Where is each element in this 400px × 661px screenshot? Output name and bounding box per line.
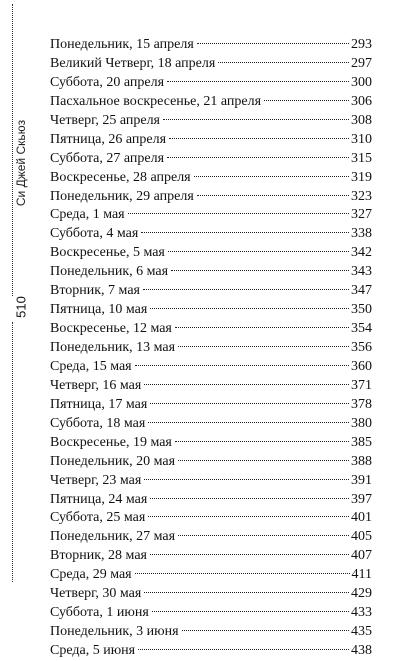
toc-entry-title: Четверг, 16 мая (50, 377, 142, 393)
dot-leader (264, 100, 349, 101)
toc-entry (50, 263, 372, 282)
dot-leader (197, 195, 349, 196)
toc-entry (50, 188, 372, 207)
toc-entry-page: 356 (351, 340, 372, 355)
dot-leader (128, 213, 349, 214)
toc-entry-page: 401 (351, 510, 372, 526)
dot-leader (150, 498, 349, 499)
toc-entry (50, 55, 372, 74)
toc-entry (50, 528, 372, 547)
toc-entry (50, 434, 372, 453)
toc-entry (50, 472, 372, 491)
toc-entry-title: Пятница, 10 мая (50, 302, 148, 318)
toc-entry (50, 206, 372, 225)
dot-leader (135, 573, 350, 574)
toc-entry-title: Понедельник, 20 мая (50, 453, 176, 469)
toc-entry-title: Вторник, 28 мая (50, 548, 147, 564)
toc-entry (50, 74, 372, 93)
toc-entry-page: 300 (351, 74, 372, 90)
toc-entry (50, 509, 372, 528)
toc-entry (50, 642, 372, 661)
toc-entry (50, 415, 372, 434)
dot-leader (171, 270, 349, 271)
toc-entry-title: Воскресенье, 19 мая (50, 434, 172, 450)
toc-entry (50, 358, 372, 377)
toc-entry (50, 225, 372, 244)
toc-entry (50, 169, 372, 188)
toc-entry-title: Четверг, 23 мая (50, 472, 142, 488)
toc-entry-title: Суббота, 4 мая (50, 226, 139, 242)
toc-entry-title: Пасхальное воскресенье, 21 апреля (50, 93, 262, 109)
dot-leader (144, 479, 349, 480)
toc-entry-title: Понедельник, 15 апреля (50, 37, 194, 52)
toc-entry (50, 491, 372, 510)
toc-entry-page: 391 (351, 472, 372, 488)
toc-entry-page: 438 (351, 643, 372, 658)
toc-entry-page: 315 (351, 150, 372, 166)
toc-entry-page: 306 (351, 93, 372, 109)
toc-entry-title: Воскресенье, 12 мая (50, 321, 172, 337)
toc-entry-page: 407 (351, 548, 372, 564)
toc-entry-title: Пятница, 24 мая (50, 491, 148, 507)
page-number: 510 (13, 296, 29, 318)
toc-entry (50, 112, 372, 131)
toc-entry-title: Понедельник, 29 апреля (50, 188, 194, 204)
toc-entry (50, 131, 372, 150)
dot-leader (167, 81, 349, 82)
margin-rule-bottom (12, 322, 13, 582)
toc-entry (50, 623, 372, 642)
toc-entry-page: 433 (351, 605, 372, 621)
toc-entry-page: 319 (351, 169, 372, 185)
table-of-contents (50, 36, 372, 661)
toc-entry (50, 301, 372, 320)
toc-entry-title: Суббота, 18 мая (50, 415, 146, 431)
dot-leader (218, 62, 349, 63)
dot-leader (169, 138, 349, 139)
dot-leader (152, 611, 349, 612)
toc-entry-title: Суббота, 20 апреля (50, 74, 165, 90)
toc-entry (50, 377, 372, 396)
toc-entry-title: Среда, 5 июня (50, 643, 136, 658)
toc-entry-page: 380 (351, 415, 372, 431)
toc-entry-title: Суббота, 27 апреля (50, 150, 165, 166)
toc-entry-page: 343 (351, 264, 372, 280)
toc-entry-title: Вторник, 7 мая (50, 283, 140, 299)
toc-entry-page: 347 (351, 283, 372, 299)
toc-entry-title: Четверг, 30 мая (50, 586, 142, 602)
dot-leader (197, 43, 349, 44)
page-margin (0, 0, 34, 627)
toc-entry (50, 244, 372, 263)
toc-entry-page: 310 (351, 131, 372, 147)
toc-entry-page: 338 (351, 226, 372, 242)
toc-entry-page: 429 (351, 586, 372, 602)
toc-entry-page: 411 (351, 567, 372, 583)
toc-entry (50, 93, 372, 112)
toc-entry (50, 453, 372, 472)
toc-entry (50, 282, 372, 301)
dot-leader (150, 308, 349, 309)
dot-leader (138, 649, 349, 650)
toc-entry-page: 385 (351, 434, 372, 450)
dot-leader (178, 346, 349, 347)
toc-entry-title: Суббота, 1 июня (50, 605, 149, 621)
dot-leader (182, 630, 349, 631)
dot-leader (141, 232, 349, 233)
dot-leader (168, 251, 349, 252)
dot-leader (175, 441, 349, 442)
toc-entry-title: Пятница, 26 апреля (50, 131, 167, 147)
margin-rule-top (12, 4, 13, 296)
dot-leader (194, 176, 349, 177)
toc-entry (50, 547, 372, 566)
toc-entry-page: 297 (351, 55, 372, 71)
toc-entry-page: 360 (351, 358, 372, 374)
toc-entry (50, 396, 372, 415)
toc-entry-page: 397 (351, 491, 372, 507)
dot-leader (150, 403, 349, 404)
dot-leader (144, 384, 349, 385)
dot-leader (178, 535, 349, 536)
toc-entry-title: Суббота, 25 мая (50, 510, 146, 526)
toc-entry-title: Среда, 15 мая (50, 358, 132, 374)
toc-entry (50, 320, 372, 339)
toc-entry-title: Понедельник, 13 мая (50, 340, 176, 355)
toc-entry-title: Воскресенье, 28 апреля (50, 169, 191, 185)
toc-entry-page: 378 (351, 396, 372, 412)
toc-entry-page: 435 (351, 624, 372, 640)
dot-leader (148, 422, 349, 423)
toc-entry (50, 585, 372, 604)
toc-entry-page: 354 (351, 321, 372, 337)
toc-entry-page: 388 (351, 453, 372, 469)
toc-entry-page: 350 (351, 302, 372, 318)
toc-entry (50, 36, 372, 55)
dot-leader (148, 516, 349, 517)
toc-entry-page: 293 (351, 37, 372, 52)
dot-leader (163, 119, 349, 120)
running-head: Си Джей Скьюз (14, 119, 28, 207)
toc-entry-title: Среда, 29 мая (50, 567, 132, 583)
toc-entry-page: 323 (351, 188, 372, 204)
toc-entry (50, 339, 372, 358)
toc-entry-title: Понедельник, 27 мая (50, 529, 176, 545)
dot-leader (150, 554, 349, 555)
dot-leader (144, 592, 349, 593)
toc-entry (50, 604, 372, 623)
toc-entry-title: Пятница, 17 мая (50, 396, 148, 412)
dot-leader (135, 365, 349, 366)
toc-entry-title: Понедельник, 6 мая (50, 264, 169, 280)
dot-leader (178, 460, 349, 461)
toc-entry (50, 150, 372, 169)
toc-entry-page: 371 (351, 377, 372, 393)
dot-leader (175, 327, 349, 328)
dot-leader (167, 157, 349, 158)
toc-entry-title: Великий Четверг, 18 апреля (50, 55, 216, 71)
toc-entry-title: Среда, 1 мая (50, 207, 125, 223)
toc-entry-page: 308 (351, 112, 372, 128)
toc-entry (50, 566, 372, 585)
dot-leader (143, 289, 349, 290)
toc-entry-title: Воскресенье, 5 мая (50, 245, 165, 261)
toc-entry-page: 327 (351, 207, 372, 223)
toc-entry-page: 405 (351, 529, 372, 545)
toc-entry-title: Четверг, 25 апреля (50, 112, 160, 128)
toc-entry-page: 342 (351, 245, 372, 261)
toc-entry-title: Понедельник, 3 июня (50, 624, 179, 640)
